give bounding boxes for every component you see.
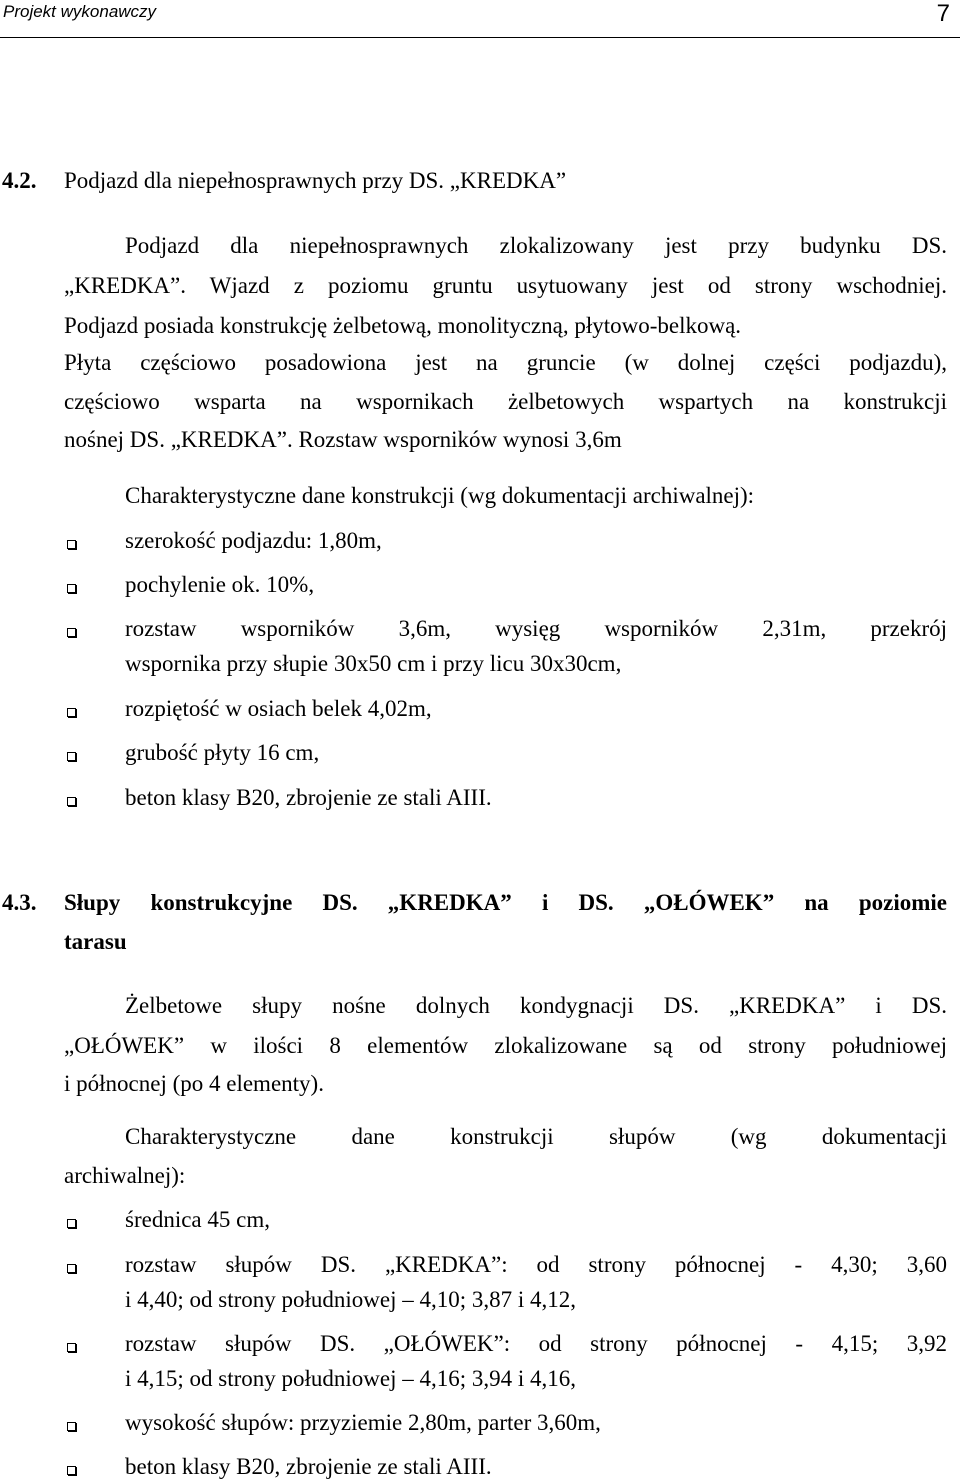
- list-item: średnica 45 cm,: [125, 1207, 270, 1232]
- section-title: Słupy konstrukcyjne DS. „KREDKA” i DS. „OŁÓWEK” na poziomie: [64, 890, 947, 915]
- page-header: [0, 0, 960, 44]
- list-item: rozstaw słupów DS. „KREDKA”: od strony północnej - 4,30; 3,60: [125, 1252, 947, 1277]
- section-heading-4-3: [0, 890, 960, 920]
- header-divider: [0, 37, 960, 38]
- paragraph-line: archiwalnej):: [64, 1163, 186, 1188]
- paragraph-line: Podjazd dla niepełnosprawnych zlokalizowany jest przy budynku DS.: [125, 233, 947, 258]
- paragraph-line: Podjazd posiada konstrukcję żelbetową, monolityczną, płytowo-belkową.: [64, 313, 742, 338]
- section-heading-4-2: [0, 168, 960, 198]
- checkbox-bullet-icon: [67, 584, 76, 593]
- list-item: wysokość słupów: przyziemie 2,80m, parter 3,60m,: [125, 1410, 601, 1435]
- section-title: Podjazd dla niepełnosprawnych przy DS. „KREDKA”: [64, 168, 567, 193]
- section-title-continuation: tarasu: [64, 929, 127, 954]
- checkbox-bullet-icon: [67, 708, 76, 717]
- list-item-continuation: i 4,15; od strony południowej – 4,16; 3,94 i 4,16,: [125, 1366, 577, 1391]
- list-item: rozstaw wsporników 3,6m, wysięg wsporników 2,31m, przekrój: [125, 616, 947, 641]
- list-item: pochylenie ok. 10%,: [125, 572, 315, 597]
- checkbox-bullet-icon: [67, 1264, 76, 1273]
- paragraph-line: „OŁÓWEK” w ilości 8 elementów zlokalizowane są od strony południowej: [64, 1033, 947, 1058]
- paragraph-line: i północnej (po 4 elementy).: [64, 1071, 324, 1096]
- checkbox-bullet-icon: [67, 752, 76, 761]
- checkbox-bullet-icon: [67, 1219, 76, 1228]
- list-item: rozstaw słupów DS. „OŁÓWEK”: od strony północnej - 4,15; 3,92: [125, 1331, 947, 1356]
- list-item-continuation: i 4,40; od strony południowej – 4,10; 3,87 i 4,12,: [125, 1287, 577, 1312]
- section-number: 4.3.: [2, 890, 37, 915]
- page-number: 7: [936, 0, 950, 27]
- list-intro: Charakterystyczne dane konstrukcji (wg dokumentacji archiwalnej):: [125, 483, 755, 508]
- paragraph-line: Charakterystyczne dane konstrukcji słupów (wg dokumentacji: [125, 1124, 947, 1149]
- checkbox-bullet-icon: [67, 540, 76, 549]
- checkbox-bullet-icon: [67, 628, 76, 637]
- checkbox-bullet-icon: [67, 1343, 76, 1352]
- list-item: beton klasy B20, zbrojenie ze stali AIII.: [125, 785, 492, 810]
- list-item-continuation: wspornika przy słupie 30x50 cm i przy licu 30x30cm,: [125, 651, 622, 676]
- checkbox-bullet-icon: [67, 1422, 76, 1431]
- list-item: beton klasy B20, zbrojenie ze stali AIII.: [125, 1454, 492, 1479]
- paragraph-line: częściowo wsparta na wspornikach żelbetowych wspartych na konstrukcji: [64, 389, 947, 414]
- paragraph-line: Żelbetowe słupy nośne dolnych kondygnacji DS. „KREDKA” i DS.: [125, 993, 947, 1018]
- paragraph-line: Płyta częściowo posadowiona jest na gruncie (w dolnej części podjazdu),: [64, 350, 947, 375]
- list-item: rozpiętość w osiach belek 4,02m,: [125, 696, 432, 721]
- list-item: grubość płyty 16 cm,: [125, 740, 320, 765]
- checkbox-bullet-icon: [67, 1466, 76, 1475]
- paragraph-line: „KREDKA”. Wjazd z poziomu gruntu usytuowany jest od strony wschodniej.: [64, 273, 947, 298]
- section-number: 4.2.: [2, 168, 37, 193]
- list-item: szerokość podjazdu: 1,80m,: [125, 528, 382, 553]
- paragraph-line: nośnej DS. „KREDKA”. Rozstaw wsporników wynosi 3,6m: [64, 427, 622, 452]
- document-title: Projekt wykonawczy: [3, 2, 157, 21]
- checkbox-bullet-icon: [67, 797, 76, 806]
